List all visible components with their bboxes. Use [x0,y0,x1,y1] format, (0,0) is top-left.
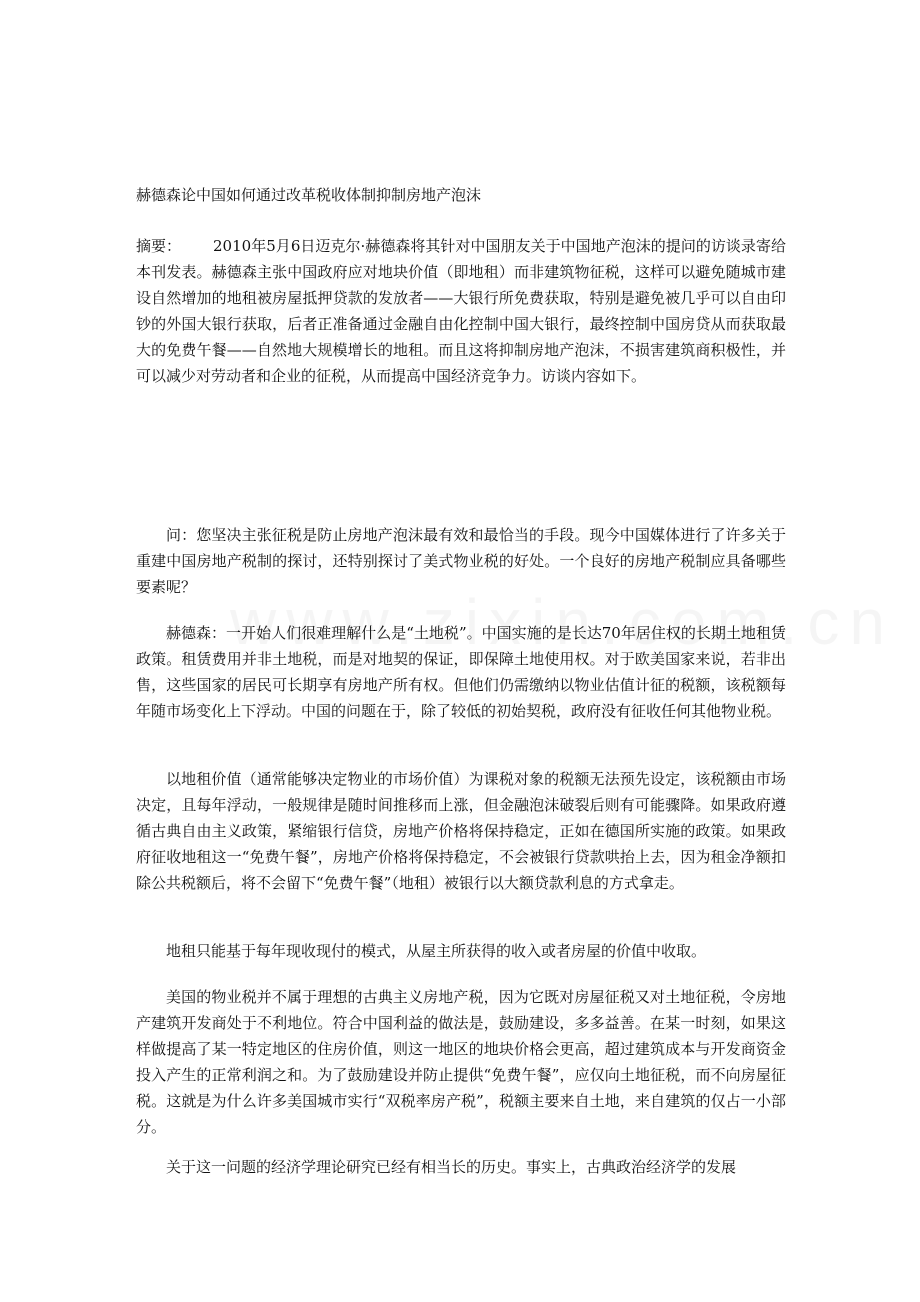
body-paragraph: 地租只能基于每年现收现付的模式，从屋主所获得的收入或者房屋的价值中收取。 [166,942,707,960]
question-paragraph: 问：您坚决主张征税是防止房地产泡沫最有效和最恰当的手段。现今中国媒体进行了许多关于重建中国房地产税制的探讨，还特别探讨了美式物业税的好处。一个良好的房地产税制应具备哪些要素呢？ [136,526,786,596]
body-paragraph: 美国的物业税并不属于理想的古典主义房地产税，因为它既对房屋征税又对土地征税，令房地产建筑开发商处于不利地位。符合中国利益的做法是，鼓励建设，多多益善。在某一时刻，如果这样做提高了某一特定地区的住房价值，则这一地区的地块价格会更高，超过建筑成本与开发商资金投入产生的正常利润之和。为了鼓励建设并防止提供“免费午餐”，应仅向土地征税，而不向房屋征税。这就是为什么许多美国城市实行“双税率房产税”，税额主要来自土地，来自建筑的仅占一小部分。 [136,988,786,1136]
answer-paragraph: 赫德森：一开始人们很难理解什么是“土地税”。中国实施的是长达70年居住权的长期土地租赁政策。租赁费用并非土地税，而是对地契的保证，即保障土地使用权。对于欧美国家来说，若非出售，这些国家的居民可长期享有房地产所有权。但他们仍需缴纳以物业估值计征的税额，该税额每年随市场变化上下浮动。中国的问题在于，除了较低的初始契税，政府没有征收任何其他物业税。 [136,624,786,720]
abstract-label: 摘要： [136,237,182,255]
document-title: 赫德森论中国如何通过改革税收体制抑制房地产泡沫 [136,186,482,204]
abstract-text: 2010年5月6日迈克尔·赫德森将其针对中国朋友关于中国地产泡沫的提问的访谈录寄给本刊发表。赫德森主张中国政府应对地块价值（即地租）而非建筑物征税，这样可以避免随城市建设自然增加的地租被房屋抵押贷款的发放者——大银行所免费获取，特别是避免被几乎可以自由印钞的外国大银行获取，后者正准备通过金融自由化控制中国大银行，最终控制中国房贷从而获取最大的免费午餐——自然地大规模增长的地租。而且这将抑制房地产泡沫，不损害建筑商积极性，并可以减少对劳动者和企业的征税，从而提高中国经济竞争力。访谈内容如下。 [136,237,786,385]
body-paragraph: 以地租价值（通常能够决定物业的市场价值）为课税对象的税额无法预先设定，该税额由市场决定，且每年浮动，一般规律是随时间推移而上涨，但金融泡沫破裂后则有可能骤降。如果政府遵循古典自由主义政策，紧缩银行信贷，房地产价格将保持稳定，正如在德国所实施的政策。如果政府征收地租这一“免费午餐”，房地产价格将保持稳定，不会被银行贷款哄抬上去，因为租金净额扣除公共税额后，将不会留下“免费午餐”（地租）被银行以大额贷款利息的方式拿走。 [136,770,786,892]
abstract-paragraph [136,233,786,389]
body-paragraph-partial: 关于这一问题的经济学理论研究已经有相当长的历史。事实上，古典政治经济学的发展 [166,1158,737,1176]
